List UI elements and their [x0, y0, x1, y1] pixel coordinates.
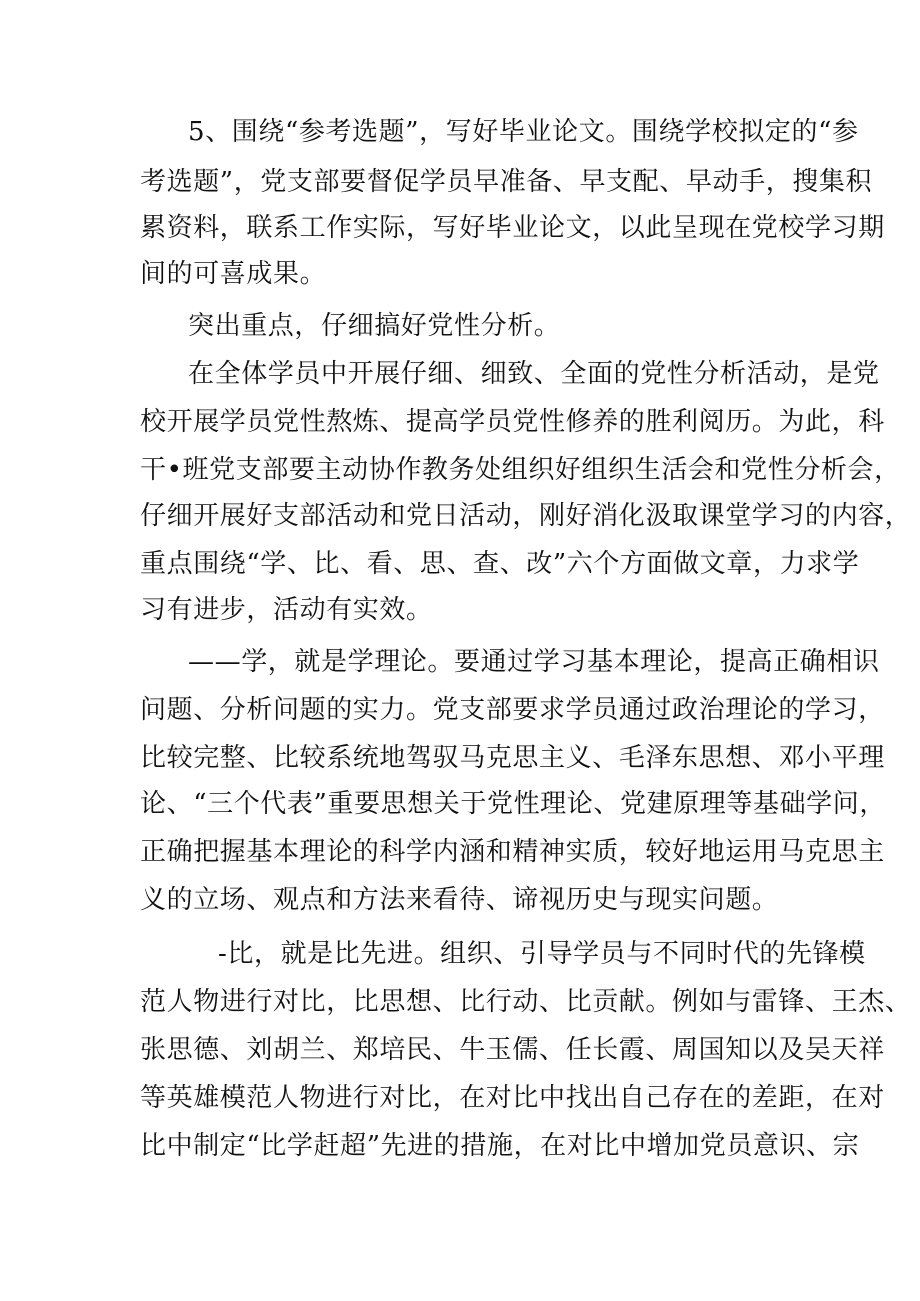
text-line: 义的立场、观点和方法来看待、谛视历史与现实问题。 — [140, 885, 779, 915]
text-line: 干•班党支部要主动协作教务处组织好组织生活会和党性分析会， — [140, 455, 901, 485]
text-line: 重点围绕“学、比、看、思、查、改”六个方面做文章，力求学 — [140, 549, 860, 579]
text-line: -比，就是比先进。组织、引导学员与不同时代的先锋模 — [218, 939, 866, 969]
text-line: 张思德、刘胡兰、郑培民、牛玉儒、任长霞、周国知以及吴天祥 — [140, 1035, 885, 1065]
text-line: 校开展学员党性熬炼、提高学员党性修养的胜利阅历。为此，科 — [140, 407, 885, 437]
text-line: 仔细开展好支部活动和党日活动，刚好消化汲取课堂学习的内容， — [140, 501, 912, 531]
text-line: 论、“三个代表”重要思想关于党性理论、党建原理等基础学问， — [140, 789, 886, 819]
text-line: 突出重点，仔细搞好党性分析。 — [188, 311, 561, 341]
text-line: 等英雄模范人物进行对比，在对比中找出自己存在的差距，在对 — [140, 1083, 885, 1113]
text-line: 比较完整、比较系统地驾驭马克思主义、毛泽东思想、邓小平理 — [140, 743, 885, 773]
text-line: 范人物进行对比，比思想、比行动、比贡献。例如与雷锋、王杰、 — [140, 987, 912, 1017]
text-line: 在全体学员中开展仔细、细致、全面的党性分析活动，是党 — [188, 359, 880, 389]
text-line: 比中制定“比学赶超”先进的措施，在对比中增加党员意识、宗 — [140, 1131, 860, 1161]
text-line: 正确把握基本理论的科学内涵和精神实质，较好地运用马克思主 — [140, 837, 885, 867]
text-line: 考选题”，党支部要督促学员早准备、早支配、早动手，搜集积 — [140, 167, 873, 197]
text-line: 5、围绕“参考选题”，写好毕业论文。围绕学校拟定的“参 — [188, 117, 859, 147]
text-line: ——学，就是学理论。要通过学习基本理论，提高正确相识 — [188, 647, 880, 677]
text-line: 问题、分析问题的实力。党支部要求学员通过政治理论的学习， — [140, 695, 885, 725]
text-line: 习有进步，活动有实效。 — [140, 595, 433, 625]
text-line: 累资料，联系工作实际，写好毕业论文，以此呈现在党校学习期 — [140, 213, 885, 243]
text-line: 间的可喜成果。 — [140, 259, 327, 289]
